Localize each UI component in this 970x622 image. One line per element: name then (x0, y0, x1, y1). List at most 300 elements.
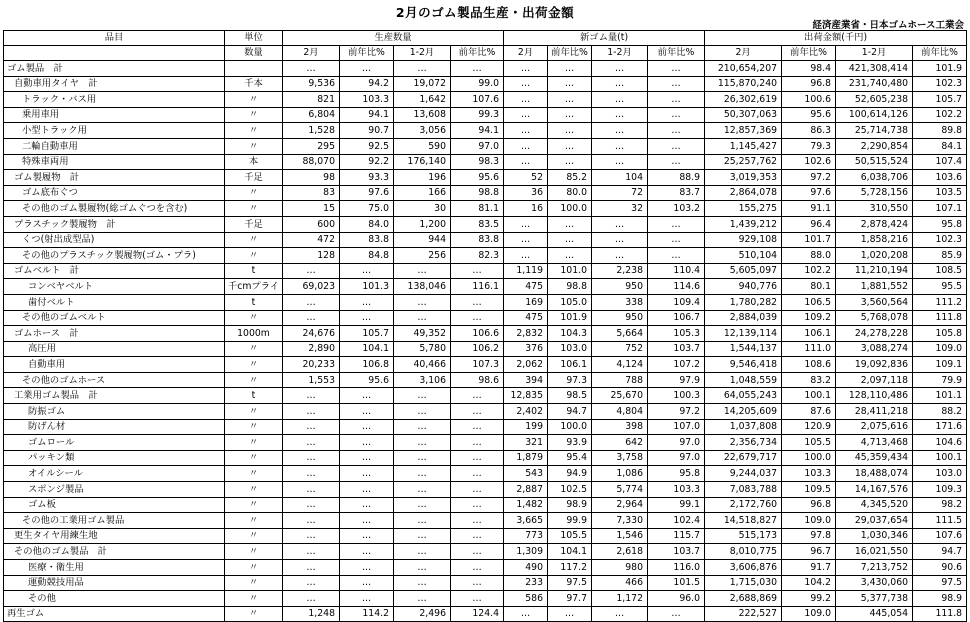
row-value: 92.2 (340, 154, 394, 170)
row-value: 97.5 (548, 575, 592, 591)
row-value: 1,086 (592, 466, 648, 482)
row-value: 114.2 (340, 606, 394, 622)
row-value: 80.0 (548, 185, 592, 201)
row-value: 97.6 (782, 185, 836, 201)
row-value: … (451, 263, 504, 279)
row-value: 96.8 (782, 76, 836, 92)
row-value: 109.3 (913, 482, 967, 498)
row-value: … (592, 154, 648, 170)
row-value: 104.1 (548, 544, 592, 560)
row-value: … (648, 123, 705, 139)
row-value: 2,890 (283, 341, 340, 357)
row-value: 196 (394, 170, 451, 186)
row-value: 2,238 (592, 263, 648, 279)
row-value: 86.3 (782, 123, 836, 139)
row-item-name: ゴム製履物 計 (4, 170, 225, 186)
subheader-cell: 2月 (705, 46, 782, 61)
row-value: 7,213,752 (836, 560, 913, 576)
source-credit: 経済産業省・日本ゴムホース工業会 (812, 20, 964, 31)
row-value: 50,307,063 (705, 107, 782, 123)
row-unit: 〃 (225, 513, 283, 529)
row-value: 102.2 (782, 263, 836, 279)
row-value: 109.5 (782, 482, 836, 498)
row-value: … (648, 138, 705, 154)
row-value: 28,411,218 (836, 404, 913, 420)
row-value: 1,715,030 (705, 575, 782, 591)
table-row (4, 138, 967, 154)
row-value: 30 (394, 201, 451, 217)
row-value: 83.8 (340, 232, 394, 248)
row-item-name: 二輪自動車用 (4, 138, 225, 154)
row-value: 98.8 (451, 185, 504, 201)
row-unit: 〃 (225, 310, 283, 326)
row-value: 84.8 (340, 248, 394, 264)
row-value: 49,352 (394, 326, 451, 342)
row-value: 79.9 (913, 372, 967, 388)
table-row (4, 279, 967, 295)
row-value: 100.6 (782, 92, 836, 108)
row-unit: 〃 (225, 372, 283, 388)
row-value: … (283, 575, 340, 591)
row-value: 103.3 (782, 466, 836, 482)
row-value: … (394, 544, 451, 560)
row-value: … (451, 528, 504, 544)
row-value: 100,614,126 (836, 107, 913, 123)
row-unit: 〃 (225, 560, 283, 576)
row-value: 83.8 (451, 232, 504, 248)
row-value: 82.3 (451, 248, 504, 264)
row-value: 256 (394, 248, 451, 264)
row-value: 96.4 (782, 216, 836, 232)
row-value: 110.4 (648, 263, 705, 279)
row-value: … (451, 513, 504, 529)
row-value: 96.8 (782, 497, 836, 513)
row-value: 128,110,486 (836, 388, 913, 404)
row-value: 19,072 (394, 76, 451, 92)
row-value: … (394, 591, 451, 607)
row-item-name: その他の工業用ゴム製品 (4, 513, 225, 529)
row-item-name: トラック・バス用 (4, 92, 225, 108)
row-value: 100.0 (548, 201, 592, 217)
row-value: … (283, 497, 340, 513)
row-value: 84.1 (913, 138, 967, 154)
row-value: … (451, 591, 504, 607)
row-value: 14,518,827 (705, 513, 782, 529)
row-value: 102.4 (648, 513, 705, 529)
row-unit: 〃 (225, 450, 283, 466)
table-row (4, 372, 967, 388)
row-value: 97.2 (648, 404, 705, 420)
row-value: … (548, 248, 592, 264)
row-value: 98.2 (913, 497, 967, 513)
row-unit: 〃 (225, 591, 283, 607)
row-value: 2,688,869 (705, 591, 782, 607)
row-unit: t (225, 294, 283, 310)
row-value: 421,308,414 (836, 61, 913, 77)
row-value: 107.3 (451, 357, 504, 373)
table-row (4, 528, 967, 544)
row-value: 98.9 (913, 591, 967, 607)
row-item-name: 防げん材 (4, 419, 225, 435)
row-value: 97.5 (913, 575, 967, 591)
row-item-name: 特殊車両用 (4, 154, 225, 170)
row-unit: 〃 (225, 248, 283, 264)
row-value: … (504, 61, 548, 77)
row-value: 102.6 (782, 154, 836, 170)
row-value: 101.0 (548, 263, 592, 279)
row-value: 97.2 (782, 170, 836, 186)
row-value: 88.2 (913, 404, 967, 420)
header-item: 品目 (4, 31, 225, 46)
subheader-cell: 前年比% (782, 46, 836, 61)
row-value: 14,167,576 (836, 482, 913, 498)
row-value: 90.7 (340, 123, 394, 139)
row-value: 22,679,717 (705, 450, 782, 466)
row-item-name: ゴム板 (4, 497, 225, 513)
row-value: … (283, 388, 340, 404)
row-value: 83 (283, 185, 340, 201)
row-value: 100.1 (782, 388, 836, 404)
row-value: 1,482 (504, 497, 548, 513)
row-value: 11,210,194 (836, 263, 913, 279)
row-value: 107.2 (648, 357, 705, 373)
row-value: … (451, 560, 504, 576)
row-value: 7,330 (592, 513, 648, 529)
row-unit: 千足 (225, 216, 283, 232)
table-row (4, 216, 967, 232)
row-value: … (504, 76, 548, 92)
table-row (4, 544, 967, 560)
row-item-name: ゴムベルト 計 (4, 263, 225, 279)
row-value: … (548, 216, 592, 232)
row-value: … (340, 591, 394, 607)
row-value: 940,776 (705, 279, 782, 295)
row-value: 104.1 (340, 341, 394, 357)
row-value: 103.7 (648, 544, 705, 560)
row-value: 85.2 (548, 170, 592, 186)
row-value: 102.3 (913, 76, 967, 92)
row-value: … (504, 216, 548, 232)
row-unit: 〃 (225, 107, 283, 123)
row-value: … (648, 216, 705, 232)
row-value: 2,878,424 (836, 216, 913, 232)
row-value: 16,021,550 (836, 544, 913, 560)
row-value: … (592, 216, 648, 232)
subheader-cell: 前年比% (913, 46, 967, 61)
row-value: 1,248 (283, 606, 340, 622)
row-value: … (548, 123, 592, 139)
row-value: 2,884,039 (705, 310, 782, 326)
row-value: 18,488,074 (836, 466, 913, 482)
row-value: … (451, 61, 504, 77)
row-value: 104.6 (913, 435, 967, 451)
row-value: 52,605,238 (836, 92, 913, 108)
row-value: 100.0 (782, 450, 836, 466)
row-value: 5,774 (592, 482, 648, 498)
row-value: 103.3 (648, 482, 705, 498)
row-value: 586 (504, 591, 548, 607)
row-value: 107.0 (648, 419, 705, 435)
row-value: 788 (592, 372, 648, 388)
row-value: … (283, 263, 340, 279)
row-value: … (340, 528, 394, 544)
row-unit: 〃 (225, 435, 283, 451)
row-value: … (592, 107, 648, 123)
row-value: 81.1 (451, 201, 504, 217)
row-value: 107.4 (913, 154, 967, 170)
row-value: 107.1 (913, 201, 967, 217)
row-value: 752 (592, 341, 648, 357)
row-value: 15 (283, 201, 340, 217)
row-value: 103.2 (648, 201, 705, 217)
row-unit: 〃 (225, 575, 283, 591)
row-value: 1,553 (283, 372, 340, 388)
header-shipment: 出荷金額(千円) (705, 31, 967, 46)
row-value: 2,832 (504, 326, 548, 342)
row-value: 100.1 (913, 450, 967, 466)
row-value: … (283, 591, 340, 607)
table-row (4, 123, 967, 139)
row-value: 100.0 (548, 419, 592, 435)
row-value: 87.6 (782, 404, 836, 420)
table-row (4, 92, 967, 108)
row-value: … (394, 560, 451, 576)
row-value: 106.1 (548, 357, 592, 373)
row-value: 88,070 (283, 154, 340, 170)
row-value: 24,676 (283, 326, 340, 342)
row-value: 75.0 (340, 201, 394, 217)
row-value: 94.1 (451, 123, 504, 139)
header-unit-sub: 数量 (225, 46, 283, 61)
row-unit: 〃 (225, 123, 283, 139)
row-value: 20,233 (283, 357, 340, 373)
row-value: … (340, 482, 394, 498)
row-value: 94.9 (548, 466, 592, 482)
row-value: … (394, 263, 451, 279)
table-row (4, 170, 967, 186)
row-item-name: その他 (4, 591, 225, 607)
row-item-name: ゴムホース 計 (4, 326, 225, 342)
row-value: … (592, 606, 648, 622)
row-value: … (340, 61, 394, 77)
row-value: 97.0 (648, 450, 705, 466)
row-value: 102.5 (548, 482, 592, 498)
row-value: 1,200 (394, 216, 451, 232)
row-value: … (340, 388, 394, 404)
row-value: 25,714,738 (836, 123, 913, 139)
row-item-name: ゴムロール (4, 435, 225, 451)
row-value: 1,439,212 (705, 216, 782, 232)
table-row (4, 419, 967, 435)
row-value: … (340, 544, 394, 560)
row-value: 83.5 (451, 216, 504, 232)
row-value: 109.0 (782, 513, 836, 529)
row-value: 98.5 (548, 388, 592, 404)
row-item-name: パッキン類 (4, 450, 225, 466)
row-unit: t (225, 388, 283, 404)
row-value: … (648, 76, 705, 92)
row-value: 2,864,078 (705, 185, 782, 201)
row-unit: 千足 (225, 170, 283, 186)
row-value: 1,780,282 (705, 294, 782, 310)
row-item-name: ゴム底布ぐつ (4, 185, 225, 201)
row-value: … (504, 123, 548, 139)
report-title: 2月のゴム製品生産・出荷金額 (395, 5, 575, 20)
row-value: 101.9 (548, 310, 592, 326)
table-row (4, 263, 967, 279)
header-production: 生産数量 (283, 31, 504, 46)
row-value: 93.9 (548, 435, 592, 451)
row-value: 98 (283, 170, 340, 186)
row-value: 109.4 (648, 294, 705, 310)
row-value: 117.2 (548, 560, 592, 576)
row-value: 115.7 (648, 528, 705, 544)
row-value: 19,092,836 (836, 357, 913, 373)
row-value: 109.2 (782, 310, 836, 326)
row-value: 2,172,760 (705, 497, 782, 513)
row-value: … (394, 528, 451, 544)
row-value: 1,119 (504, 263, 548, 279)
row-value: 94.7 (548, 404, 592, 420)
row-value: 3,665 (504, 513, 548, 529)
row-item-name: コンベヤベルト (4, 279, 225, 295)
row-value: 1,048,559 (705, 372, 782, 388)
row-value: 1,172 (592, 591, 648, 607)
row-value: … (592, 232, 648, 248)
row-value: 69,023 (283, 279, 340, 295)
table-row (4, 482, 967, 498)
row-item-name: その他のゴム製品 計 (4, 544, 225, 560)
row-unit: 千cmプライ (225, 279, 283, 295)
row-item-name: 乗用車用 (4, 107, 225, 123)
row-value: 105.3 (648, 326, 705, 342)
row-value: … (283, 294, 340, 310)
row-value: 6,804 (283, 107, 340, 123)
row-value: 950 (592, 279, 648, 295)
row-value: 97.8 (782, 528, 836, 544)
row-value: 773 (504, 528, 548, 544)
row-value: 3,056 (394, 123, 451, 139)
row-unit: 〃 (225, 357, 283, 373)
row-value: 338 (592, 294, 648, 310)
row-value: 398 (592, 419, 648, 435)
row-value: … (451, 466, 504, 482)
subheader-cell: 1-2月 (394, 46, 451, 61)
row-value: 2,062 (504, 357, 548, 373)
row-item-name: 再生ゴム (4, 606, 225, 622)
row-value: 40,466 (394, 357, 451, 373)
row-value: 5,780 (394, 341, 451, 357)
row-value: 472 (283, 232, 340, 248)
row-value: 107.6 (451, 92, 504, 108)
row-value: 79.3 (782, 138, 836, 154)
row-value: 821 (283, 92, 340, 108)
row-item-name: 自動車用 (4, 357, 225, 373)
row-value: 105.5 (548, 528, 592, 544)
row-item-name: オイルシール (4, 466, 225, 482)
row-item-name: 小型トラック用 (4, 123, 225, 139)
row-value: 97.0 (451, 138, 504, 154)
row-value: 107.6 (913, 528, 967, 544)
row-value: 109.1 (913, 357, 967, 373)
table-body (4, 61, 967, 622)
row-value: 25,257,762 (705, 154, 782, 170)
row-value: … (548, 107, 592, 123)
row-value: 169 (504, 294, 548, 310)
row-value: 590 (394, 138, 451, 154)
row-value: … (548, 154, 592, 170)
row-value: … (394, 450, 451, 466)
row-value: … (548, 606, 592, 622)
row-value: 29,037,654 (836, 513, 913, 529)
subheader-cell: 2月 (504, 46, 548, 61)
row-unit: 〃 (225, 544, 283, 560)
row-value: 13,608 (394, 107, 451, 123)
row-item-name: プラスチック製履物 計 (4, 216, 225, 232)
row-value: 36 (504, 185, 548, 201)
row-value: … (394, 388, 451, 404)
row-value: 5,664 (592, 326, 648, 342)
row-value: 8,010,775 (705, 544, 782, 560)
row-value: … (340, 419, 394, 435)
row-value: 5,377,738 (836, 591, 913, 607)
row-value: 12,139,114 (705, 326, 782, 342)
row-value: 2,496 (394, 606, 451, 622)
row-value: 94.1 (340, 107, 394, 123)
row-value: 14,205,609 (705, 404, 782, 420)
row-value: 2,402 (504, 404, 548, 420)
row-value: … (340, 560, 394, 576)
row-value: … (394, 513, 451, 529)
row-value: 91.1 (782, 201, 836, 217)
row-value: 138,046 (394, 279, 451, 295)
row-value: 50,515,524 (836, 154, 913, 170)
row-value: 4,804 (592, 404, 648, 420)
row-value: 5,728,156 (836, 185, 913, 201)
header-new-rubber: 新ゴム量(t) (504, 31, 705, 46)
row-value: 94.2 (340, 76, 394, 92)
row-value: 111.8 (913, 310, 967, 326)
table-row (4, 201, 967, 217)
row-unit: 〃 (225, 404, 283, 420)
row-unit: 〃 (225, 528, 283, 544)
row-value: 101.7 (782, 232, 836, 248)
row-value: 104 (592, 170, 648, 186)
row-value: 7,083,788 (705, 482, 782, 498)
row-value: 1,528 (283, 123, 340, 139)
row-unit: 〃 (225, 232, 283, 248)
row-value: 106.8 (340, 357, 394, 373)
row-value: 3,088,274 (836, 341, 913, 357)
row-value: 114.6 (648, 279, 705, 295)
row-value: 171.6 (913, 419, 967, 435)
row-value: 91.7 (782, 560, 836, 576)
row-value: 95.6 (340, 372, 394, 388)
row-value: … (451, 435, 504, 451)
row-value: 9,244,037 (705, 466, 782, 482)
row-unit: 〃 (225, 92, 283, 108)
row-value: … (504, 248, 548, 264)
row-value: … (648, 61, 705, 77)
row-value: 111.8 (913, 606, 967, 622)
row-value: … (394, 435, 451, 451)
table-row (4, 107, 967, 123)
row-value: 2,887 (504, 482, 548, 498)
row-value: … (504, 154, 548, 170)
row-value: 101.9 (913, 61, 967, 77)
row-value: … (283, 450, 340, 466)
row-unit: 〃 (225, 138, 283, 154)
